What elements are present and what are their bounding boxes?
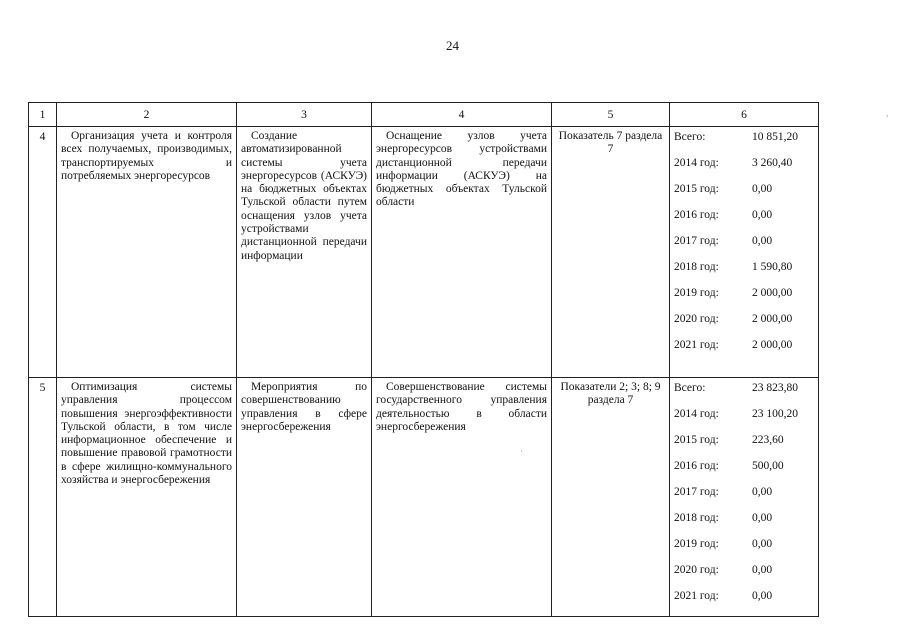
finance-label: 2015 год: xyxy=(674,183,719,195)
col-header-3: 3 xyxy=(237,103,372,127)
finance-line xyxy=(674,512,814,538)
finance-value: 0,00 xyxy=(752,209,773,221)
header-row xyxy=(29,103,819,127)
task-name: Организация учета и контроля всех получаемых, производимых, транспортируемых и потребляемых энергоресурсов xyxy=(57,127,237,378)
finance-cell xyxy=(670,378,819,617)
finance-label: 2018 год: xyxy=(674,261,719,273)
finance-value: 0,00 xyxy=(752,538,773,550)
finance-line xyxy=(674,131,814,157)
program-table xyxy=(28,102,819,617)
finance-value: 0,00 xyxy=(752,235,773,247)
finance-value: 0,00 xyxy=(752,590,773,602)
finance-label: 2018 год: xyxy=(674,512,719,524)
finance-cell xyxy=(670,127,819,378)
finance-line xyxy=(674,382,814,408)
table-row xyxy=(29,127,819,378)
finance-label: 2020 год: xyxy=(674,313,719,325)
indicator: Показатели 2; 3; 8; 9 раздела 7 xyxy=(552,378,670,617)
finance-label: 2014 год: xyxy=(674,157,719,169)
finance-line xyxy=(674,408,814,434)
finance-line xyxy=(674,434,814,460)
col-header-4: 4 xyxy=(372,103,552,127)
finance-line xyxy=(674,590,814,616)
finance-value: 2 000,00 xyxy=(752,287,793,299)
col-header-1: 1 xyxy=(29,103,57,127)
finance-value: 0,00 xyxy=(752,512,773,524)
finance-line xyxy=(674,287,814,313)
expected-result: Совершенствование системы государственного управления деятельностью в области энергосбережения xyxy=(372,378,552,617)
finance-value: 1 590,80 xyxy=(752,261,793,273)
finance-label: Всего: xyxy=(674,131,706,143)
measure-name: Мероприятия по совершенствованию управления в сфере энергосбережения xyxy=(237,378,372,617)
finance-value: 2 000,00 xyxy=(752,313,793,325)
finance-line xyxy=(674,261,814,287)
scan-speck: , xyxy=(886,108,889,118)
finance-line xyxy=(674,564,814,590)
finance-line xyxy=(674,538,814,564)
finance-label: 2016 год: xyxy=(674,209,719,221)
finance-label: 2014 год: xyxy=(674,408,719,420)
task-name: Оптимизация системы управления процессом повышения энергоэффективности Тульской области, в том числе информационное обеспечение и повышение правовой грамотности в сфере жилищно-коммунального хозяйства и энергосбережения xyxy=(57,378,237,617)
row-number: 5 xyxy=(29,378,57,617)
finance-label: 2019 год: xyxy=(674,538,719,550)
finance-label: 2021 год: xyxy=(674,339,719,351)
finance-label: 2017 год: xyxy=(674,486,719,498)
finance-label: 2015 год: xyxy=(674,434,719,446)
finance-line xyxy=(674,460,814,486)
expected-result: Оснащение узлов учета энергоресурсов устройствами дистанционной передачи информации (АСКУЭ) на бюджетных объектах Тульской области xyxy=(372,127,552,378)
finance-line xyxy=(674,313,814,339)
finance-label: 2017 год: xyxy=(674,235,719,247)
finance-value: 2 000,00 xyxy=(752,339,793,351)
finance-value: 10 851,20 xyxy=(752,131,798,143)
finance-line xyxy=(674,235,814,261)
indicator: Показатель 7 раздела 7 xyxy=(552,127,670,378)
finance-label: 2016 год: xyxy=(674,460,719,472)
finance-value: 0,00 xyxy=(752,183,773,195)
finance-label: 2020 год: xyxy=(674,564,719,576)
finance-value: 223,60 xyxy=(752,434,784,446)
col-header-5: 5 xyxy=(552,103,670,127)
finance-value: 23 100,20 xyxy=(752,408,798,420)
table-row xyxy=(29,378,819,617)
finance-value: 0,00 xyxy=(752,486,773,498)
finance-line xyxy=(674,209,814,235)
col-header-2: 2 xyxy=(57,103,237,127)
finance-label: 2021 год: xyxy=(674,590,719,602)
finance-value: 3 260,40 xyxy=(752,157,793,169)
col-header-6: 6 xyxy=(670,103,819,127)
measure-name: Создание автоматизированной системы учета энергоресурсов (АСКУЭ) на бюджетных объектах Тульской области путем оснащения узлов учета устройствами дистанционной передачи информации xyxy=(237,127,372,378)
finance-value: 23 823,80 xyxy=(752,382,798,394)
scan-speck: · xyxy=(520,446,523,456)
finance-line xyxy=(674,157,814,183)
finance-value: 0,00 xyxy=(752,564,773,576)
page-number: 24 xyxy=(446,38,459,53)
row-number: 4 xyxy=(29,127,57,378)
finance-label: 2019 год: xyxy=(674,287,719,299)
finance-value: 500,00 xyxy=(752,460,784,472)
finance-line xyxy=(674,486,814,512)
finance-line xyxy=(674,183,814,209)
finance-label: Всего: xyxy=(674,382,706,394)
finance-line xyxy=(674,339,814,365)
